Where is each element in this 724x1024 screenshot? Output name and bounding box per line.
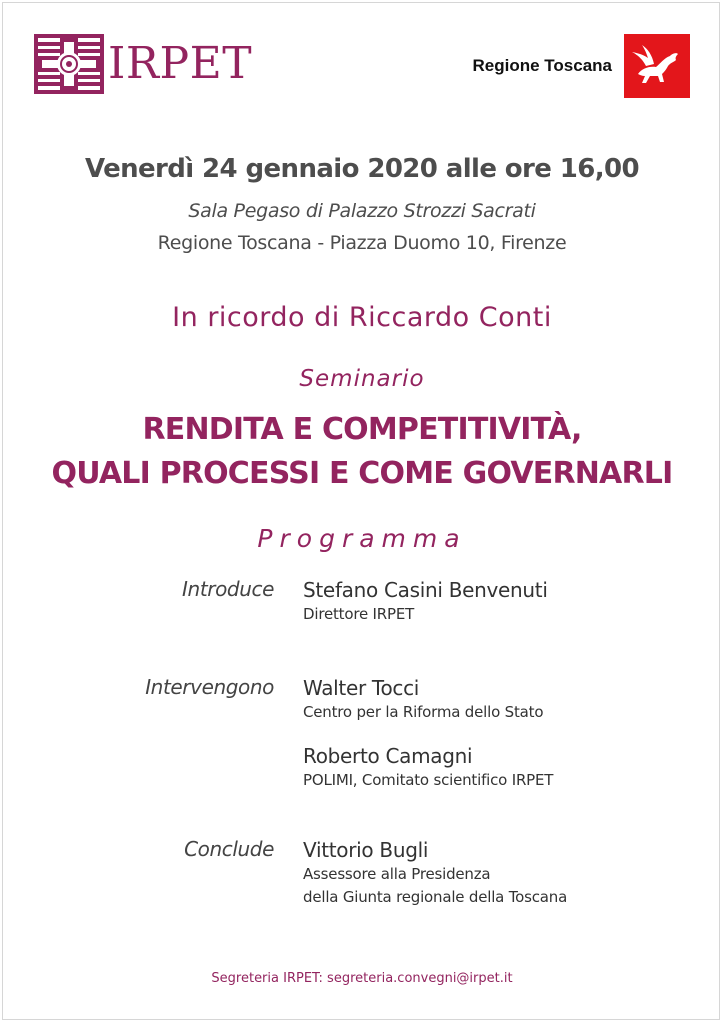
event-venue: Sala Pegaso di Palazzo Strozzi Sacrati (188, 200, 536, 222)
speaker (303, 577, 548, 626)
speaker-affiliation: POLIMI, Comitato scientifico IRPET (303, 771, 554, 789)
seminar-title-line-2: QUALI PROCESSI E COME GOVERNARLI (51, 456, 673, 491)
programme-heading: Programma (257, 524, 467, 553)
speaker-name: Vittorio Bugli (303, 838, 429, 862)
regione-toscana-logo (473, 34, 691, 98)
speaker-affiliation: della Giunta regionale della Toscana (303, 888, 568, 906)
speaker (303, 743, 553, 792)
speaker-name: Roberto Camagni (303, 744, 473, 768)
irpet-logo (34, 34, 252, 94)
programme-role: Intervengono (145, 675, 274, 699)
pegasus-icon (624, 34, 690, 98)
region-name: Regione Toscana (472, 56, 612, 75)
programme-role: Conclude (184, 837, 274, 861)
speaker-name: Walter Tocci (303, 676, 420, 700)
speaker-affiliation: Assessore alla Presidenza (303, 865, 491, 883)
irpet-emblem-icon (34, 34, 104, 94)
seminar-title (0, 408, 724, 496)
irpet-wordmark: IRPET (108, 38, 253, 89)
event-address: Regione Toscana - Piazza Duomo 10, Firenze (157, 232, 567, 254)
seminar-label: Seminario (299, 366, 425, 392)
speaker-name: Stefano Casini Benvenuti (303, 578, 548, 602)
footer-contact: Segreteria IRPET: segreteria.convegni@irpet.it (211, 971, 513, 986)
event-date: Venerdì 24 gennaio 2020 alle ore 16,00 (84, 154, 640, 184)
memorial-line: In ricordo di Riccardo Conti (172, 302, 552, 333)
speaker-affiliation: Centro per la Riforma dello Stato (303, 703, 544, 721)
seminar-title-line-1: RENDITA E COMPETITIVITÀ, (142, 412, 582, 447)
programme-role: Introduce (182, 577, 274, 601)
speaker (303, 675, 543, 724)
speaker (303, 837, 567, 909)
speaker-affiliation: Direttore IRPET (303, 605, 415, 623)
